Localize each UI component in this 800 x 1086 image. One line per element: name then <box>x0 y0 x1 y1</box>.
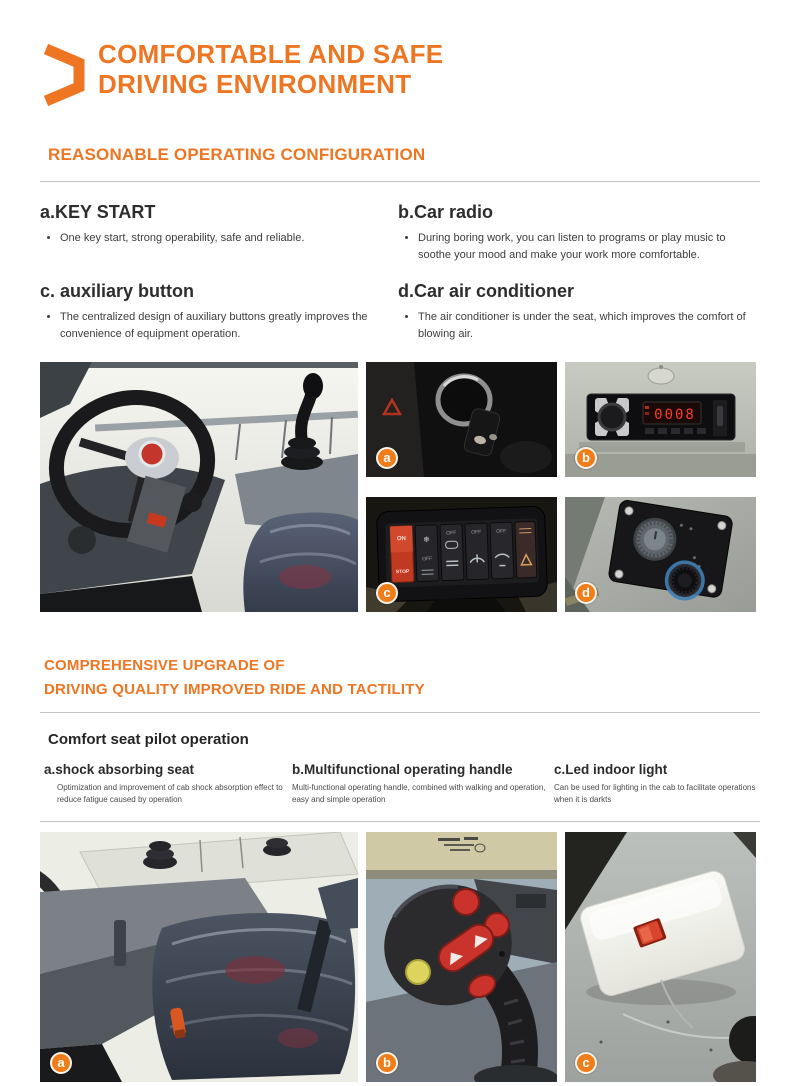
divider <box>40 821 760 822</box>
feature-key-start <box>40 194 370 263</box>
photo-badge-a: a <box>376 447 398 469</box>
svg-text:OFF: OFF <box>471 529 482 536</box>
feature-car-radio <box>398 194 760 263</box>
photo-car-radio <box>565 362 756 477</box>
on-stop-switch <box>390 526 414 583</box>
divider <box>40 712 760 713</box>
feature-bullet: • The centralized design of auxiliary buttons greatly improves the convenience of equipment operation. <box>60 309 370 342</box>
page-header <box>40 40 760 111</box>
page-title-line2: DRIVING ENVIRONMENT <box>98 68 412 99</box>
seat-with-plastic-wrap <box>152 913 355 1080</box>
photo-badge-d: d <box>575 582 597 604</box>
red-button-1 <box>453 889 479 915</box>
wiper-switch <box>465 523 489 580</box>
feature-bullet: • The air conditioner is under the seat, which improves the comfort of blowing air. <box>418 309 760 342</box>
photo-cab-interior <box>40 362 358 612</box>
photo-air-conditioner <box>565 497 756 612</box>
volume-knob <box>599 404 625 430</box>
fan-switch <box>415 525 439 582</box>
feature-title: b.Multifunctional operating handle <box>292 762 513 777</box>
chevron-logo-icon <box>40 42 86 111</box>
feature-desc: Optimization and improvement of cab shock absorption effect to reduce fatigue caused by operation <box>57 783 283 805</box>
svg-text:OFF: OFF <box>446 530 457 537</box>
feature-bullet: • One key start, strong operability, safe and reliable. <box>60 230 370 247</box>
feature-title: c.Led indoor light <box>554 762 668 777</box>
section2-heading-line1: COMPREHENSIVE UPGRADE OF <box>44 657 285 674</box>
washer-switch <box>490 522 514 579</box>
section1-feature-list <box>40 194 760 352</box>
photo-led-light <box>565 832 756 1082</box>
seat <box>243 513 358 613</box>
photo-badge-c: c <box>575 1052 597 1074</box>
feature-led-light <box>554 762 764 807</box>
feature-title: a.KEY START <box>40 202 156 222</box>
feature-title: b.Car radio <box>398 202 494 222</box>
feature-shock-absorbing-seat <box>44 762 292 807</box>
photo-grid-1 <box>40 362 760 612</box>
section2-heading-line2: DRIVING QUALITY IMPROVED RIDE AND TACTILITY <box>44 681 425 698</box>
svg-text:ON: ON <box>396 535 407 543</box>
hazard-switch <box>515 521 537 578</box>
svg-text:OFF: OFF <box>422 556 433 563</box>
feature-bullet: • During boring work, you can listen to programs or play music to soothe your mood and make your work more comfortable. <box>418 230 760 263</box>
photo-key-start <box>366 362 557 477</box>
feature-air-conditioner <box>398 273 760 342</box>
dome-light <box>648 368 674 384</box>
svg-text:OFF: OFF <box>496 528 507 535</box>
radio-display-digits: 0008 <box>654 407 696 423</box>
radio-unit <box>587 394 735 440</box>
light-switch <box>440 524 464 581</box>
feature-desc: Can be used for lighting in the cab to facilitate operations when it is darkts <box>554 783 756 805</box>
section1-heading: REASONABLE OPERATING CONFIGURATION <box>48 145 426 164</box>
photo-badge-c: c <box>376 582 398 604</box>
photo-shock-seat <box>40 832 358 1082</box>
photo-grid-2 <box>40 832 760 1082</box>
photo-badge-a: a <box>50 1052 72 1074</box>
section2-subheading: Comfort seat pilot operation <box>48 731 249 748</box>
svg-text:STOP: STOP <box>395 568 410 576</box>
feature-title: c. auxiliary button <box>40 281 195 301</box>
yellow-button <box>406 960 430 984</box>
feature-title: d.Car air conditioner <box>398 281 575 301</box>
feature-title: a.shock absorbing seat <box>44 762 195 777</box>
feature-operating-handle <box>292 762 554 807</box>
photo-auxiliary-switches <box>366 497 557 612</box>
section2-heading <box>44 654 760 702</box>
divider <box>40 181 760 182</box>
photo-multifunction-handle <box>366 832 557 1082</box>
page-title <box>98 40 443 99</box>
svg-text:❄: ❄ <box>422 535 430 545</box>
photo-badge-b: b <box>376 1052 398 1074</box>
feature-desc: Multi-functional operating handle, combined with walking and operation, easy and simple operation <box>292 783 546 805</box>
photo-badge-b: b <box>575 447 597 469</box>
section2-feature-list <box>44 762 760 807</box>
switch-panel <box>376 506 547 602</box>
page-title-line1: COMFORTABLE AND SAFE <box>98 39 444 69</box>
feature-auxiliary-button <box>40 273 370 342</box>
